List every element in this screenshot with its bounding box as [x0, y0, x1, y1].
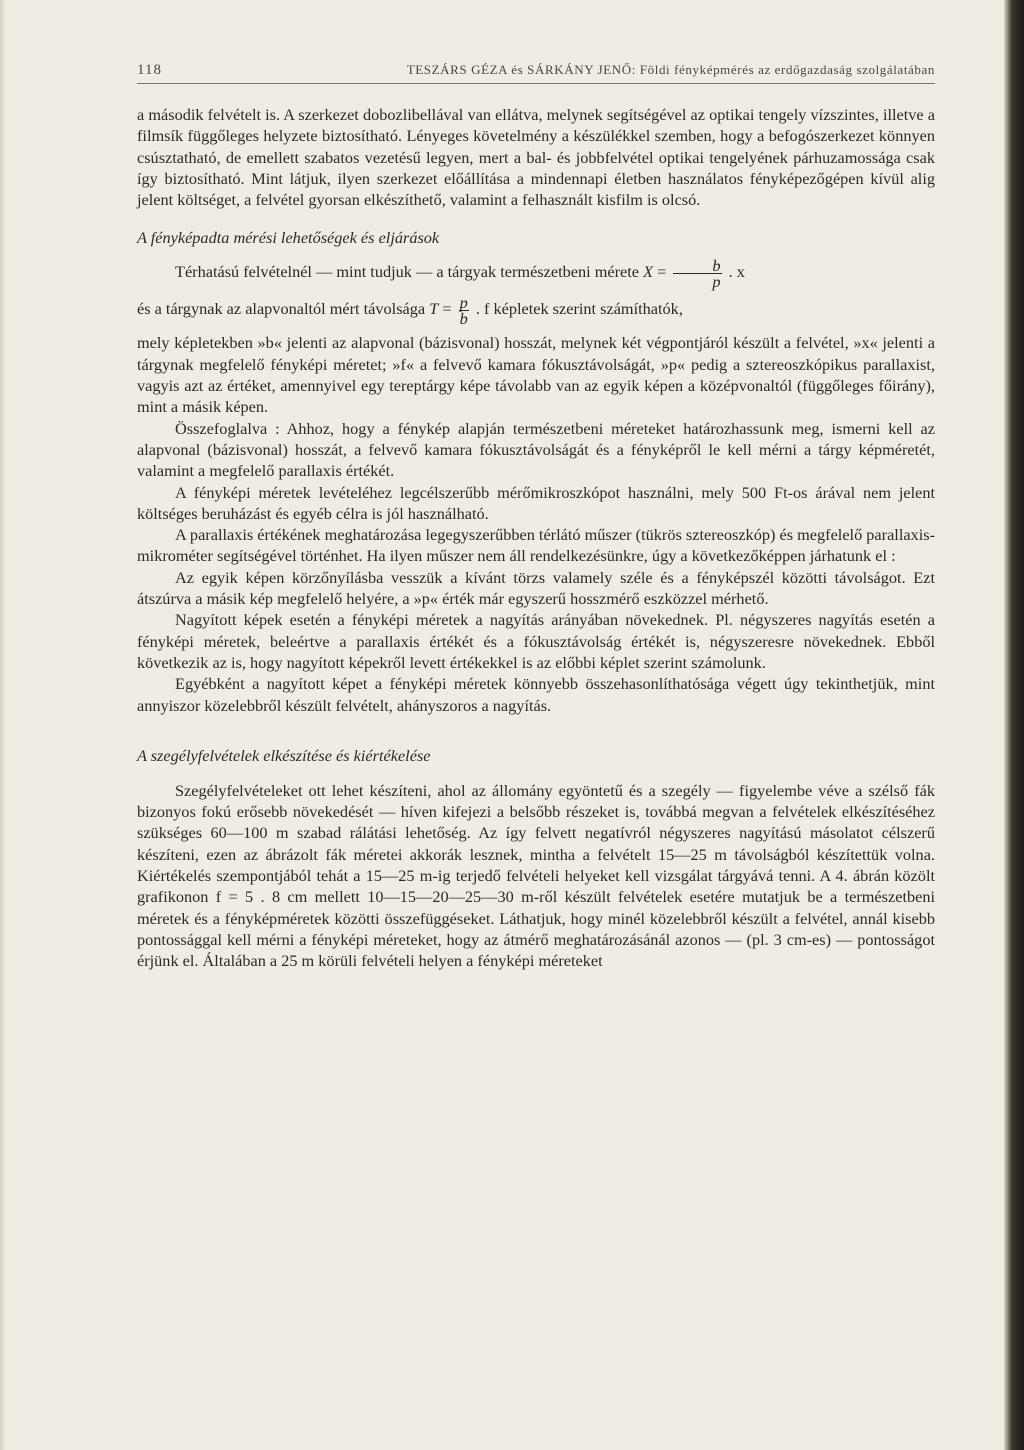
paragraph-definitions: mely képletekben »b« jelenti az alapvonal (bázisvonal) hosszát, melynek két végpontjáról készült a felvétel, »x« jelenti a tárgynak megfelelő fényképi méretet; »f« a felvevő kamara fókusztávolságát, »p« pedig a sztereoszkópikus parallaxist, vagyis azt az értéket, amennyivel egy tereptárgy képe távolabb van az egyik képen a középvonaltól (függőleges főirány), mint a másik képen. — [137, 333, 935, 417]
paragraph-compass: Az egyik képen körzőnyílásba vesszük a kívánt törzs valamely széle és a fényképszél közötti távolságot. Ezt átszúrva a másik kép megfelelő helyére, a »p« érték már egyszerű hosszmérő eszközzel mérhető. — [137, 567, 935, 609]
paragraph-parallax: A parallaxis értékének meghatározása legegyszerűbben térlátó műszer (tükrös sztereoszkóp) és megfelelő parallaxis-mikrométer segítségével történhet. Ha ilyen műszer nem áll rendelkezésünkre, úgy a következőképpen járhatunk el : — [137, 525, 935, 566]
fraction-numerator: p — [459, 293, 468, 313]
formula-t: és a tárgynak az alapvonaltól mért távolsága T = $\frac{p}{b}$ . f képletek szerint számíthatók, — [137, 293, 683, 329]
scan-shadow-left — [0, 0, 6, 1450]
scan-shadow-right — [1004, 0, 1024, 1450]
formula-t-lhs: T — [429, 299, 439, 319]
fraction-denominator: p — [712, 272, 721, 292]
fraction-denominator: b — [459, 309, 468, 329]
running-header — [137, 62, 935, 84]
page-number: 118 — [137, 62, 162, 78]
fraction-b-over-p — [673, 256, 721, 292]
fraction-p-over-b — [459, 293, 469, 329]
formula-x-lhs: X — [643, 262, 654, 282]
formula-t-text: és a tárgynak az alapvonaltól mért távolsága — [137, 299, 426, 319]
paragraph-edge-shots: Szegélyfelvételeket ott lehet készíteni, ahol az állomány egyöntetű és a szegély — figyelembe véve a szélső fák bizonyos fokú erősebb növekedését — híven kifejezi a belsőbb részeket is, továbbá megvan a felvételek elkészítéséhez szükséges 60—100 m szabad rálátási lehetőség. Az így felvett negatívról négyszeres nagyítású másolatot célszerű készíteni, ezen az ábrázolt fák méretei akkorák lesznek, mintha a felvételt 15—25 m távolságból készítettük volna. Kiértékelés szempontjából tehát a 15—25 m-ig terjedő felvételi helyeket kell vizsgálat tárgyává tenni. A 4. ábrán közölt grafikonon f = 5 . 8 cm mellett 10—15—20—25—30 m-ről készült felvételek esetére mutatjuk be a természetbeni méretek és a fényképméretek közötti összefüggéseket. Láthatjuk, hogy minél közelebbről készült a felvétel, annál kisebb pontossággal kell mérni a fényképi méreteket, hogy az átmérő meghatározásánál azonos — (pl. 3 cm-es) — pontosságot érjünk el. Általában a 25 m körüli felvételi helyen a fényképi méreteket — [137, 780, 935, 971]
running-title: TESZÁRS GÉZA és SÁRKÁNY JENŐ: Földi fényképmérés az erdőgazdaság szolgálatában — [406, 62, 935, 77]
paragraph-enlarged: Nagyított képek esetén a fényképi méretek a nagyítás arányában növekednek. Pl. négyszeres nagyítás esetén a fényképi méretek, beleértve a parallaxis értékét és a fókusztávolság értékét is, négyszeresre növekednek. Ebből következik az is, hogy nagyított képekről levett értékekkel is az előbbi képlet szerint számolunk. — [137, 610, 935, 672]
fraction-numerator: b — [673, 258, 721, 274]
section-heading-edge-shots: A szegélyfelvételek elkészítése és kiértékelése — [137, 745, 431, 765]
formula-x: Térhatású felvételnél — mint tudjuk — a tárgyak természetbeni mérete X = $\frac{b}{p}$ . x — [175, 256, 745, 292]
book-page — [137, 62, 935, 972]
paragraph-summary: Összefoglalva : Ahhoz, hogy a fénykép alapján természetbeni méreteket határozhassunk meg, ismerni kell az alapvonal (bázisvonal) hosszát, a felvevő kamara fókusztávolságát és a fényképről le kell mérni a tárgy képméretét, valamint a megfelelő parallaxis értékét. — [137, 418, 935, 481]
intro-paragraph: a második felvételt is. A szerkezet dobozlibellával van ellátva, melynek segítségével az optikai tengely vízszintes, illetve a filmsík függőleges helyzete biztosítható. Lényeges követelmény a készülékkel szemben, hogy a befogószerkezet könnyen csúsztatható, de emellett szabatos vezetésű legyen, mert a bal- és jobbfelvétel optikai tengelyének párhuzamossága csak így biztosítható. Mint látjuk, ilyen szerkezet előállítása a mindennapi életben használatos fényképezőgépen kívül alig jelent költséget, a felvétel gyorsan elkészíthető, valamint a felhasznált kisfilm is olcsó. — [137, 105, 935, 210]
formula-x-tail: . x — [728, 262, 745, 282]
section-heading-measurement: A fényképadta mérési lehetőségek és eljárások — [137, 228, 440, 248]
formula-x-text: Térhatású felvételnél — mint tudjuk — a tárgyak természetbeni mérete — [175, 262, 639, 282]
paragraph-microscope: A fényképi méretek levételéhez legcélszerűbb mérőmikroszkópot használni, mely 500 Ft-os árával nem jelent költséges beruházást és egyéb célra is jól használható. — [137, 482, 935, 523]
formula-t-tail: . f képletek szerint számíthatók, — [475, 299, 683, 319]
paragraph-comparison: Egyébként a nagyított képet a fényképi méretek könnyebb összehasonlíthatósága végett úgy tekinthetjük, mint annyiszor közelebbről készült felvételt, ahányszoros a nagyítás. — [137, 674, 935, 715]
